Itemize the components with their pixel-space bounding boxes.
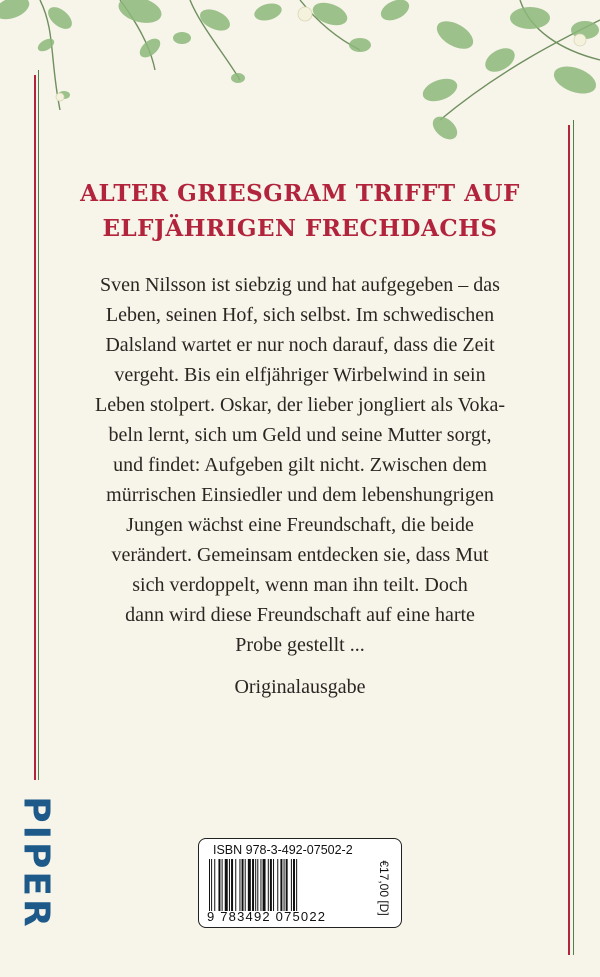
barcode-bar: [225, 859, 228, 911]
barcode-bar: [214, 859, 215, 911]
blurb: [70, 270, 530, 660]
barcode-bar: [263, 859, 266, 911]
barcode-bars: [207, 859, 371, 911]
headline: [60, 176, 540, 246]
blurb-line: Dalsland wartet er nur noch darauf, dass die Zeit: [105, 334, 495, 356]
publisher-name: PIPER: [15, 796, 57, 930]
barcode-bar: [268, 859, 269, 911]
barcode-bar: [252, 859, 254, 911]
barcode-bar: [239, 859, 240, 911]
blurb-line: Jungen wächst eine Freundschaft, die beide: [126, 514, 474, 536]
blurb-line: sich verdoppelt, wenn man ihn teilt. Doch: [132, 574, 468, 596]
left-red-rule: [34, 75, 36, 780]
barcode-bar: [257, 859, 258, 911]
left-green-rule: [38, 70, 39, 780]
edition-label: Originalausgabe: [234, 676, 366, 698]
barcode-bar: [284, 859, 285, 911]
barcode-bar: [242, 859, 244, 911]
barcode-bar: [270, 859, 272, 911]
barcode-bar: [293, 859, 295, 911]
barcode-bar: [277, 859, 278, 911]
barcode-bar: [248, 859, 251, 911]
barcode-bar: [235, 859, 236, 911]
barcode-bar: [273, 859, 274, 911]
blurb-line: Leben, seinen Hof, sich selbst. Im schwedischen: [105, 304, 495, 326]
right-green-rule: [573, 120, 574, 955]
ean-digits: 9 783492 075022: [207, 909, 327, 924]
barcode-bar: [255, 859, 256, 911]
barcode-bar: [211, 859, 212, 911]
barcode-bar: [231, 859, 233, 911]
barcode-bar: [229, 859, 230, 911]
price-label: [371, 853, 397, 923]
blurb-line: Sven Nilsson ist siebzig und hat aufgegeben – das: [100, 274, 500, 296]
barcode-panel: [198, 838, 402, 928]
barcode-bar: [209, 859, 210, 911]
blurb-line: beln lernt, sich um Geld und seine Mutter sorgt,: [108, 424, 492, 446]
barcode-bar: [260, 859, 261, 911]
barcode-bar: [245, 859, 246, 911]
blurb-line: mürrischen Einsiedler und dem lebenshungrigen: [106, 484, 494, 506]
headline-line: ELFJÄHRIGEN FRECHDACHS: [102, 215, 498, 242]
blurb-line: und findet: Aufgeben gilt nicht. Zwischen dem: [113, 454, 487, 476]
publisher-logo: [14, 798, 58, 928]
blurb-line: Leben stolpert. Oskar, der lieber jongliert als Voka-: [94, 394, 505, 416]
barcode-bar: [280, 859, 282, 911]
barcode-bar: [296, 859, 297, 911]
barcode-bar: [222, 859, 223, 911]
blurb-line: Probe gestellt ...: [235, 634, 365, 656]
leaf-vine-illustration: [0, 0, 600, 150]
barcode-bar: [218, 859, 220, 911]
right-red-rule: [568, 125, 570, 955]
price-text: €17,00 [D]: [377, 860, 391, 916]
blurb-line: vergeht. Bis ein elfjähriger Wirbelwind in sein: [114, 364, 486, 386]
barcode-bar: [291, 859, 292, 911]
barcode-bar: [286, 859, 288, 911]
blurb-line: verändert. Gemeinsam entdecken sie, dass Mut: [111, 544, 489, 566]
blurb-line: dann wird diese Freundschaft auf eine harte: [125, 604, 475, 626]
isbn-label: ISBN 978-3-492-07502-2: [213, 843, 353, 857]
headline-line: ALTER GRIESGRAM TRIFFT AUF: [80, 180, 520, 207]
